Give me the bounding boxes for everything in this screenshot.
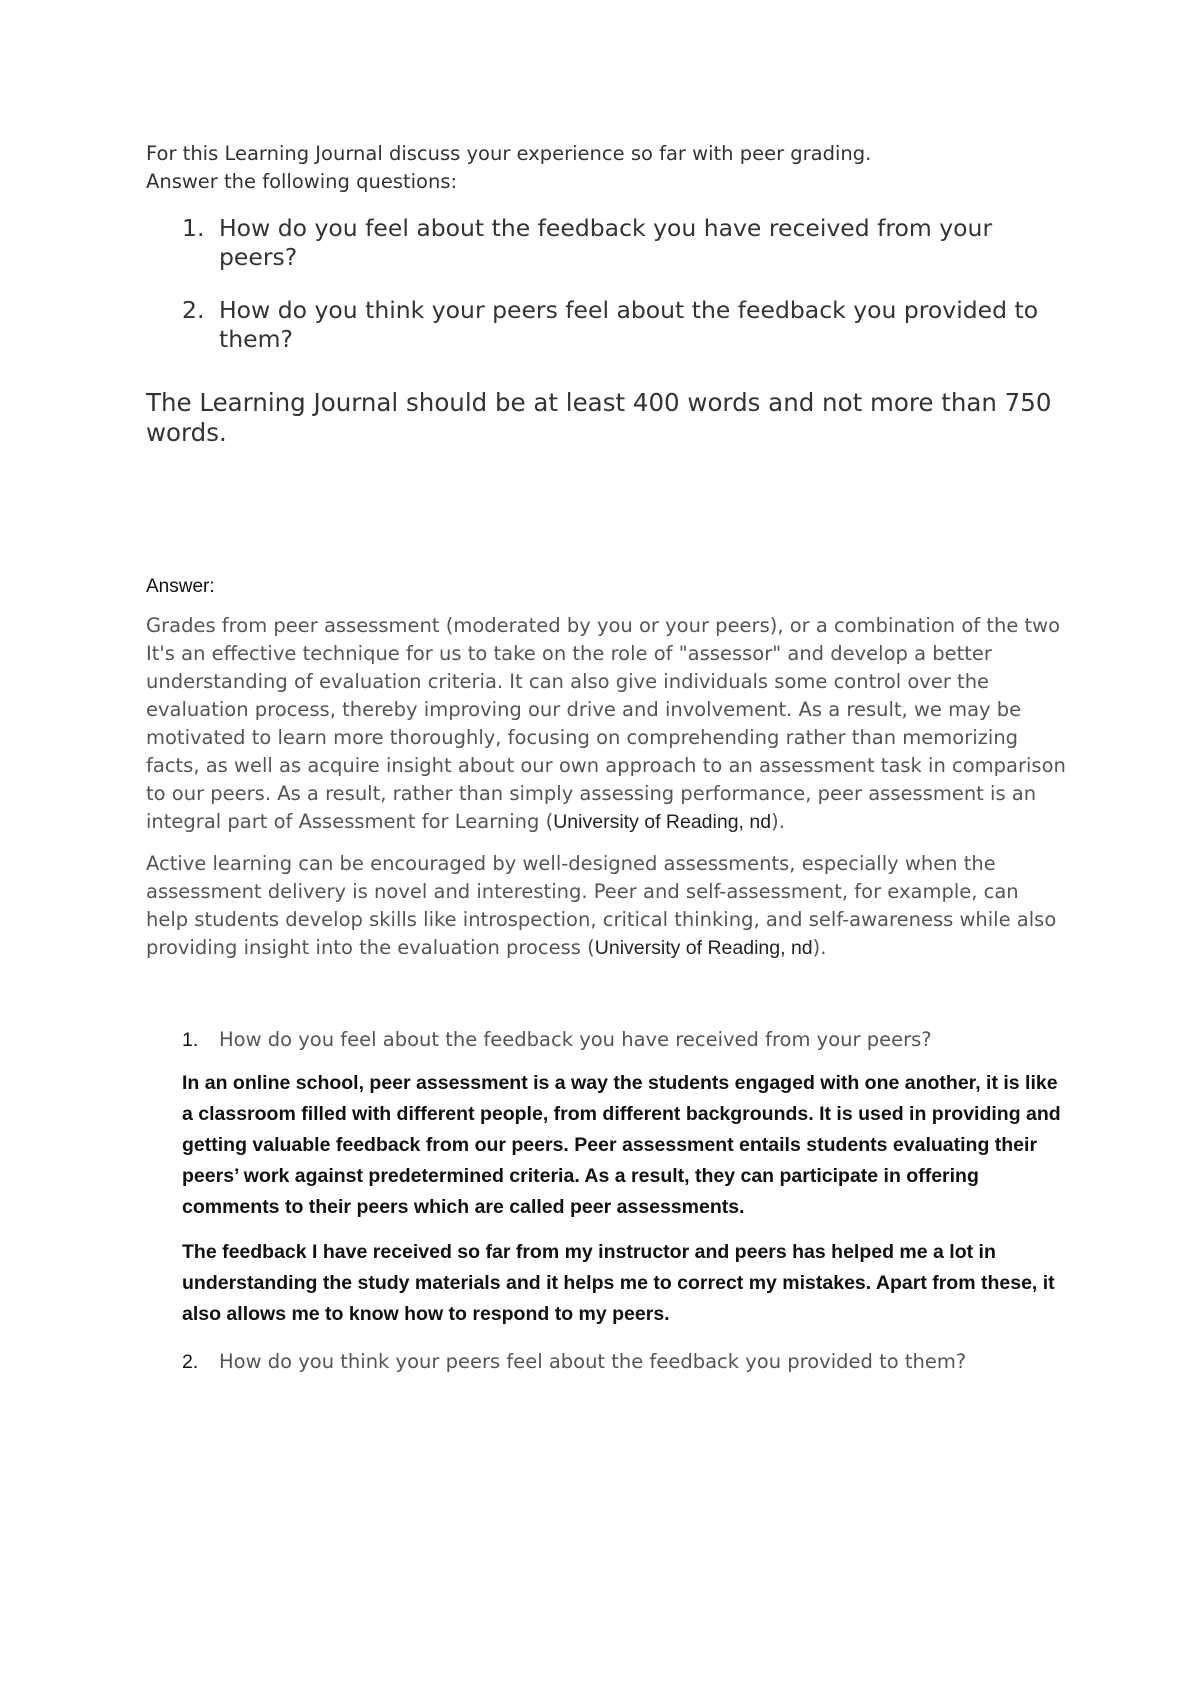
citation: University of Reading, nd — [594, 937, 813, 959]
intro-line-1: For this Learning Journal discuss your experience so far with peer grading. — [146, 142, 872, 165]
paragraph-end: ). — [812, 936, 827, 959]
response-paragraph: The feedback I have received so far from my instructor and peers has helped me a lot in understanding the study materials and it helps me to correct my mistakes. Apart from these, it also allows me to know how to respond to my peers. — [182, 1241, 1055, 1325]
question-text: How do you think your peers feel about the feedback you provided to them? — [219, 1350, 967, 1373]
answer-paragraph-1 — [146, 612, 1066, 836]
answer-heading: Answer: — [146, 576, 215, 597]
question-number: 2. — [182, 1351, 199, 1373]
document-page — [146, 140, 1066, 1394]
answered-question-item — [146, 1026, 1066, 1330]
question-number: 1. — [182, 214, 205, 242]
question-list — [146, 214, 1066, 354]
question-number: 1. — [182, 1029, 199, 1051]
question-text: How do you think your peers feel about the feedback you provided to them? — [219, 296, 1039, 353]
answered-question-row — [146, 1348, 1066, 1376]
question-text: How do you feel about the feedback you have received from your peers? — [219, 214, 993, 271]
answered-question-row — [146, 1026, 1066, 1054]
question-item — [146, 296, 1066, 354]
answer-paragraph-2 — [146, 850, 1066, 962]
question-text: How do you feel about the feedback you have received from your peers? — [219, 1028, 932, 1051]
paragraph-text: Grades from peer assessment (moderated by you or your peers), or a combination of the two It's an effective technique for us to take on the role of "assessor" and develop a better understanding of evaluation criteria. It can also give individuals some control over the evaluation process, thereby improving our drive and involvement. As a result, we may be motivated to learn more thoroughly, focusing on comprehending rather than memorizing facts, as well as acquire insight about our own approach to an assessment task in comparison to our peers. As a result, rather than simply assessing performance, peer assessment is an integral part of Assessment for Learning ( — [146, 614, 1066, 833]
citation: University of Reading, nd — [553, 811, 772, 833]
intro-line-2: Answer the following questions: — [146, 170, 458, 193]
paragraph-end: ). — [771, 810, 785, 833]
intro-text — [146, 140, 1066, 196]
response-paragraph: In an online school, peer assessment is a way the students engaged with one another, it is like a classroom filled with different people, from different backgrounds. It is used in providing and getting valuable feedback from our peers. Peer assessment entails students evaluating their peers’ work against predetermined criteria. As a result, they can participate in offering comments to their peers which are called peer assessments. — [182, 1072, 1061, 1218]
answered-question-list — [146, 1026, 1066, 1376]
paragraph-text: Active learning can be encouraged by well-designed assessments, especially when the assessment delivery is novel and interesting. Peer and self-assessment, for example, can help students develop skills like introspection, critical thinking, and self-awareness while also providing insight into the evaluation process ( — [146, 852, 1057, 959]
question-item — [146, 214, 1066, 272]
question-number: 2. — [182, 296, 205, 324]
word-count-requirement: The Learning Journal should be at least 400 words and not more than 750 words. — [146, 388, 1052, 447]
answered-question-item — [146, 1348, 1066, 1376]
